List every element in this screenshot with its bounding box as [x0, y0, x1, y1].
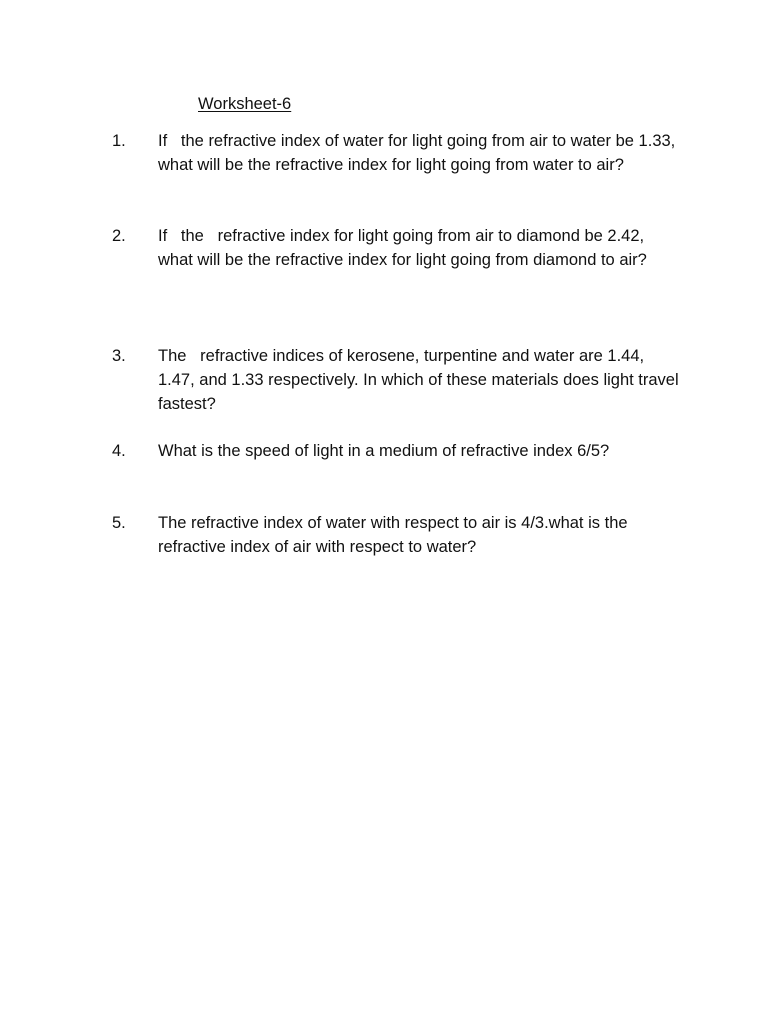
question-item	[112, 224, 682, 272]
question-text: If the refractive index for light going from air to diamond be 2.42, what will be the refractive index for light going from diamond to air?	[158, 227, 649, 269]
question-item	[112, 344, 682, 416]
question-number: 1.	[112, 132, 126, 150]
question-text: If the refractive index of water for light going from air to water be 1.33, what will be the refractive index for light going from water to air?	[158, 132, 680, 174]
question-number: 2.	[112, 227, 126, 245]
question-number: 3.	[112, 347, 126, 365]
question-item	[112, 129, 682, 177]
question-item	[112, 439, 682, 463]
worksheet-title: Worksheet-6	[198, 95, 292, 113]
question-number: 5.	[112, 514, 126, 532]
question-text: The refractive indices of kerosene, turpentine and water are 1.44, 1.47, and 1.33 respectively. In which of these materials does light travel fastest?	[158, 347, 684, 413]
question-text: The refractive index of water with respect to air is 4/3.what is the refractive index of air with respect to water?	[158, 514, 633, 556]
question-text: What is the speed of light in a medium of refractive index 6/5?	[158, 442, 610, 460]
question-number: 4.	[112, 442, 126, 460]
question-item	[112, 511, 682, 559]
